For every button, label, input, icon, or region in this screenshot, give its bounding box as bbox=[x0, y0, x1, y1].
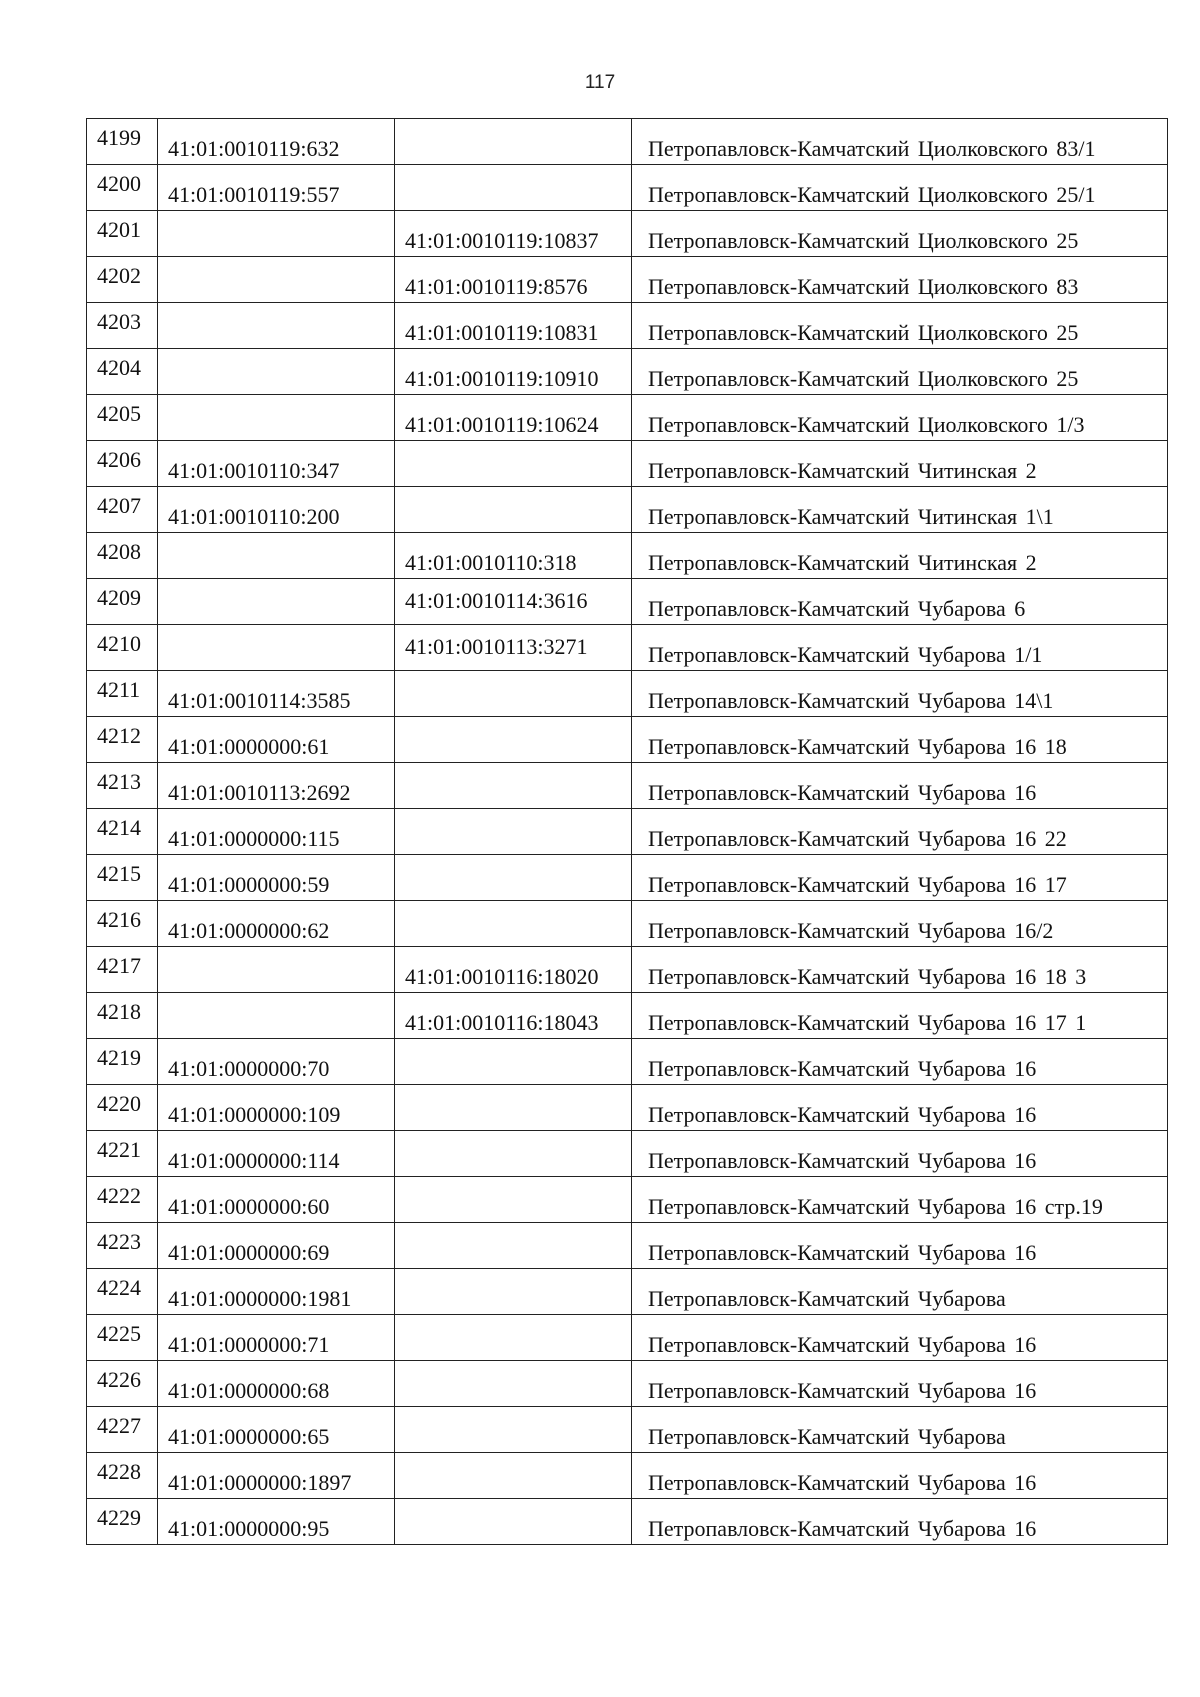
related-cadastral-number-cell bbox=[395, 947, 632, 993]
related-cadastral-number-cell bbox=[395, 533, 632, 579]
address-cell bbox=[632, 1315, 1168, 1361]
cadastral-number-cell bbox=[158, 1269, 395, 1315]
address-text: Петропавловск-Камчатский Чубарова 16 стр.19 bbox=[648, 1194, 1103, 1219]
address-cell bbox=[632, 947, 1168, 993]
row-number-cell bbox=[87, 1131, 158, 1177]
related-cadastral-number-cell bbox=[395, 1177, 632, 1223]
address-text: Петропавловск-Камчатский Чубарова 14\1 bbox=[648, 688, 1054, 713]
address-text: Петропавловск-Камчатский Чубарова 16 bbox=[648, 1148, 1037, 1173]
related-cadastral-number-cell bbox=[395, 901, 632, 947]
cadastral-number-text: 41:01:0000000:70 bbox=[168, 1056, 330, 1081]
address-text: Петропавловск-Камчатский Циолковского 25/1 bbox=[648, 182, 1096, 207]
related-cadastral-number-cell bbox=[395, 487, 632, 533]
row-number-cell bbox=[87, 303, 158, 349]
row-number-cell bbox=[87, 671, 158, 717]
address-text: Петропавловск-Камчатский Чубарова 16/2 bbox=[648, 918, 1054, 943]
row-number-text: 4226 bbox=[97, 1367, 141, 1392]
address-cell bbox=[632, 349, 1168, 395]
table-row bbox=[87, 1269, 1168, 1315]
related-cadastral-number-text: 41:01:0010113:3271 bbox=[405, 634, 588, 659]
table-row bbox=[87, 1453, 1168, 1499]
related-cadastral-number-cell bbox=[395, 165, 632, 211]
table-row bbox=[87, 625, 1168, 671]
address-text: Петропавловск-Камчатский Чубарова bbox=[648, 1424, 1006, 1449]
address-cell bbox=[632, 1085, 1168, 1131]
address-cell bbox=[632, 533, 1168, 579]
related-cadastral-number-text: 41:01:0010119:10831 bbox=[405, 320, 599, 345]
address-cell bbox=[632, 119, 1168, 165]
row-number-text: 4209 bbox=[97, 585, 141, 610]
related-cadastral-number-text: 41:01:0010116:18043 bbox=[405, 1010, 599, 1035]
row-number-text: 4201 bbox=[97, 217, 141, 242]
cadastral-number-cell bbox=[158, 1499, 395, 1545]
address-text: Петропавловск-Камчатский Чубарова 16 bbox=[648, 1056, 1037, 1081]
cadastral-number-cell bbox=[158, 579, 395, 625]
address-cell bbox=[632, 211, 1168, 257]
address-text: Петропавловск-Камчатский Чубарова 16 bbox=[648, 1470, 1037, 1495]
address-cell bbox=[632, 855, 1168, 901]
cadastral-number-text: 41:01:0010114:3585 bbox=[168, 688, 351, 713]
table-row bbox=[87, 349, 1168, 395]
related-cadastral-number-cell bbox=[395, 257, 632, 303]
row-number-cell bbox=[87, 855, 158, 901]
address-cell bbox=[632, 395, 1168, 441]
cadastral-number-cell bbox=[158, 165, 395, 211]
cadastral-number-text: 41:01:0000000:59 bbox=[168, 872, 330, 897]
address-cell bbox=[632, 579, 1168, 625]
address-text: Петропавловск-Камчатский Чубарова 16 bbox=[648, 1240, 1037, 1265]
row-number-cell bbox=[87, 1177, 158, 1223]
address-text: Петропавловск-Камчатский Чубарова 16 bbox=[648, 1102, 1037, 1127]
row-number-text: 4220 bbox=[97, 1091, 141, 1116]
row-number-cell bbox=[87, 809, 158, 855]
related-cadastral-number-text: 41:01:0010119:10910 bbox=[405, 366, 599, 391]
address-text: Петропавловск-Камчатский Циолковского 83 bbox=[648, 274, 1079, 299]
address-cell bbox=[632, 809, 1168, 855]
table-row bbox=[87, 165, 1168, 211]
row-number-text: 4223 bbox=[97, 1229, 141, 1254]
related-cadastral-number-cell bbox=[395, 1315, 632, 1361]
address-text: Петропавловск-Камчатский Чубарова 1/1 bbox=[648, 642, 1043, 667]
address-text: Петропавловск-Камчатский Чубарова 16 22 bbox=[648, 826, 1067, 851]
related-cadastral-number-cell bbox=[395, 579, 632, 625]
table-row bbox=[87, 119, 1168, 165]
row-number-cell bbox=[87, 947, 158, 993]
row-number-text: 4200 bbox=[97, 171, 141, 196]
address-text: Петропавловск-Камчатский Циолковского 1/3 bbox=[648, 412, 1085, 437]
address-cell bbox=[632, 1039, 1168, 1085]
related-cadastral-number-cell bbox=[395, 1085, 632, 1131]
table-row bbox=[87, 533, 1168, 579]
address-text: Петропавловск-Камчатский Чубарова 16 bbox=[648, 1378, 1037, 1403]
related-cadastral-number-text: 41:01:0010114:3616 bbox=[405, 588, 588, 613]
related-cadastral-number-cell bbox=[395, 1223, 632, 1269]
cadastral-number-cell bbox=[158, 441, 395, 487]
row-number-cell bbox=[87, 1315, 158, 1361]
cadastral-number-text: 41:01:0000000:109 bbox=[168, 1102, 341, 1127]
address-cell bbox=[632, 717, 1168, 763]
address-text: Петропавловск-Камчатский Читинская 2 bbox=[648, 458, 1037, 483]
table-row bbox=[87, 947, 1168, 993]
row-number-text: 4205 bbox=[97, 401, 141, 426]
related-cadastral-number-text: 41:01:0010110:318 bbox=[405, 550, 577, 575]
row-number-text: 4221 bbox=[97, 1137, 141, 1162]
cadastral-number-cell bbox=[158, 1407, 395, 1453]
row-number-cell bbox=[87, 395, 158, 441]
row-number-cell bbox=[87, 901, 158, 947]
cadastral-number-cell bbox=[158, 947, 395, 993]
address-text: Петропавловск-Камчатский Читинская 1\1 bbox=[648, 504, 1054, 529]
cadastral-number-text: 41:01:0000000:62 bbox=[168, 918, 330, 943]
address-text: Петропавловск-Камчатский Чубарова 16 17 bbox=[648, 872, 1067, 897]
address-text: Петропавловск-Камчатский Чубарова 16 18 3 bbox=[648, 964, 1087, 989]
row-number-text: 4224 bbox=[97, 1275, 141, 1300]
table-row bbox=[87, 1039, 1168, 1085]
address-text: Петропавловск-Камчатский Циолковского 25 bbox=[648, 320, 1079, 345]
row-number-text: 4218 bbox=[97, 999, 141, 1024]
cadastral-number-cell bbox=[158, 993, 395, 1039]
row-number-text: 4219 bbox=[97, 1045, 141, 1070]
table-row bbox=[87, 1131, 1168, 1177]
related-cadastral-number-cell bbox=[395, 119, 632, 165]
cadastral-number-cell bbox=[158, 1085, 395, 1131]
cadastral-number-cell bbox=[158, 855, 395, 901]
related-cadastral-number-cell bbox=[395, 625, 632, 671]
cadastral-number-cell bbox=[158, 809, 395, 855]
row-number-cell bbox=[87, 349, 158, 395]
table-row bbox=[87, 1085, 1168, 1131]
row-number-text: 4216 bbox=[97, 907, 141, 932]
table-row bbox=[87, 901, 1168, 947]
cadastral-number-cell bbox=[158, 1361, 395, 1407]
row-number-cell bbox=[87, 1269, 158, 1315]
row-number-text: 4207 bbox=[97, 493, 141, 518]
cadastral-number-cell bbox=[158, 717, 395, 763]
table-row bbox=[87, 257, 1168, 303]
row-number-cell bbox=[87, 165, 158, 211]
table-row bbox=[87, 1315, 1168, 1361]
cadastral-number-cell bbox=[158, 1039, 395, 1085]
related-cadastral-number-cell bbox=[395, 1131, 632, 1177]
cadastral-number-cell bbox=[158, 1131, 395, 1177]
row-number-cell bbox=[87, 625, 158, 671]
related-cadastral-number-cell bbox=[395, 1453, 632, 1499]
address-cell bbox=[632, 993, 1168, 1039]
cadastral-number-text: 41:01:0010119:632 bbox=[168, 136, 340, 161]
row-number-text: 4225 bbox=[97, 1321, 141, 1346]
address-text: Петропавловск-Камчатский Циолковского 25 bbox=[648, 366, 1079, 391]
row-number-text: 4203 bbox=[97, 309, 141, 334]
row-number-cell bbox=[87, 487, 158, 533]
address-cell bbox=[632, 1223, 1168, 1269]
related-cadastral-number-cell bbox=[395, 855, 632, 901]
cadastral-number-text: 41:01:0010119:557 bbox=[168, 182, 340, 207]
related-cadastral-number-cell bbox=[395, 395, 632, 441]
page-number: 117 bbox=[584, 72, 616, 93]
related-cadastral-number-cell bbox=[395, 1361, 632, 1407]
address-cell bbox=[632, 441, 1168, 487]
address-text: Петропавловск-Камчатский Циолковского 83/1 bbox=[648, 136, 1096, 161]
row-number-cell bbox=[87, 993, 158, 1039]
address-cell bbox=[632, 901, 1168, 947]
address-cell bbox=[632, 165, 1168, 211]
address-cell bbox=[632, 671, 1168, 717]
related-cadastral-number-cell bbox=[395, 1499, 632, 1545]
related-cadastral-number-cell bbox=[395, 1407, 632, 1453]
row-number-text: 4206 bbox=[97, 447, 141, 472]
related-cadastral-number-text: 41:01:0010119:8576 bbox=[405, 274, 588, 299]
cadastral-number-text: 41:01:0000000:95 bbox=[168, 1516, 330, 1541]
cadastral-number-cell bbox=[158, 901, 395, 947]
row-number-cell bbox=[87, 257, 158, 303]
table-row bbox=[87, 395, 1168, 441]
cadastral-number-text: 41:01:0000000:68 bbox=[168, 1378, 330, 1403]
table-row bbox=[87, 1499, 1168, 1545]
address-text: Петропавловск-Камчатский Чубарова 16 bbox=[648, 1332, 1037, 1357]
row-number-cell bbox=[87, 441, 158, 487]
row-number-text: 4208 bbox=[97, 539, 141, 564]
related-cadastral-number-cell bbox=[395, 763, 632, 809]
table-row bbox=[87, 993, 1168, 1039]
cadastral-number-cell bbox=[158, 119, 395, 165]
related-cadastral-number-cell bbox=[395, 1039, 632, 1085]
cadastral-number-cell bbox=[158, 257, 395, 303]
related-cadastral-number-cell bbox=[395, 671, 632, 717]
address-cell bbox=[632, 1177, 1168, 1223]
related-cadastral-number-cell bbox=[395, 993, 632, 1039]
row-number-cell bbox=[87, 1085, 158, 1131]
table-row bbox=[87, 809, 1168, 855]
table-row bbox=[87, 855, 1168, 901]
address-cell bbox=[632, 1361, 1168, 1407]
address-cell bbox=[632, 1131, 1168, 1177]
row-number-cell bbox=[87, 1223, 158, 1269]
cadastral-number-cell bbox=[158, 671, 395, 717]
table-row bbox=[87, 487, 1168, 533]
row-number-cell bbox=[87, 1361, 158, 1407]
address-text: Петропавловск-Камчатский Циолковского 25 bbox=[648, 228, 1079, 253]
related-cadastral-number-text: 41:01:0010119:10837 bbox=[405, 228, 599, 253]
cadastral-number-text: 41:01:0000000:1981 bbox=[168, 1286, 352, 1311]
cadastral-number-cell bbox=[158, 1453, 395, 1499]
row-number-cell bbox=[87, 1407, 158, 1453]
cadastral-number-cell bbox=[158, 1177, 395, 1223]
cadastral-number-text: 41:01:0000000:65 bbox=[168, 1424, 330, 1449]
cadastral-number-text: 41:01:0000000:114 bbox=[168, 1148, 340, 1173]
row-number-cell bbox=[87, 119, 158, 165]
row-number-text: 4210 bbox=[97, 631, 141, 656]
row-number-text: 4214 bbox=[97, 815, 141, 840]
address-text: Петропавловск-Камчатский Чубарова 16 18 bbox=[648, 734, 1067, 759]
table-row bbox=[87, 441, 1168, 487]
address-cell bbox=[632, 1407, 1168, 1453]
cadastral-number-cell bbox=[158, 1315, 395, 1361]
table-row bbox=[87, 1407, 1168, 1453]
cadastral-number-text: 41:01:0000000:71 bbox=[168, 1332, 330, 1357]
cadastral-number-cell bbox=[158, 211, 395, 257]
address-text: Петропавловск-Камчатский Читинская 2 bbox=[648, 550, 1037, 575]
related-cadastral-number-cell bbox=[395, 1269, 632, 1315]
row-number-text: 4202 bbox=[97, 263, 141, 288]
related-cadastral-number-text: 41:01:0010119:10624 bbox=[405, 412, 599, 437]
cadastral-number-cell bbox=[158, 625, 395, 671]
row-number-cell bbox=[87, 1039, 158, 1085]
cadastral-number-cell bbox=[158, 349, 395, 395]
row-number-text: 4213 bbox=[97, 769, 141, 794]
table-row bbox=[87, 763, 1168, 809]
row-number-cell bbox=[87, 533, 158, 579]
cadastral-number-cell bbox=[158, 533, 395, 579]
address-cell bbox=[632, 303, 1168, 349]
address-cell bbox=[632, 1453, 1168, 1499]
cadastral-number-cell bbox=[158, 395, 395, 441]
row-number-text: 4199 bbox=[97, 125, 141, 150]
related-cadastral-number-cell bbox=[395, 211, 632, 257]
related-cadastral-number-text: 41:01:0010116:18020 bbox=[405, 964, 599, 989]
address-cell bbox=[632, 1499, 1168, 1545]
related-cadastral-number-cell bbox=[395, 303, 632, 349]
table-row bbox=[87, 579, 1168, 625]
row-number-cell bbox=[87, 717, 158, 763]
cadastral-number-cell bbox=[158, 487, 395, 533]
row-number-cell bbox=[87, 1453, 158, 1499]
row-number-text: 4215 bbox=[97, 861, 141, 886]
cadastral-number-cell bbox=[158, 303, 395, 349]
table-row bbox=[87, 671, 1168, 717]
related-cadastral-number-cell bbox=[395, 717, 632, 763]
row-number-text: 4212 bbox=[97, 723, 141, 748]
cadastral-number-cell bbox=[158, 1223, 395, 1269]
row-number-cell bbox=[87, 1499, 158, 1545]
address-text: Петропавловск-Камчатский Чубарова bbox=[648, 1286, 1006, 1311]
table-row bbox=[87, 211, 1168, 257]
table-row bbox=[87, 303, 1168, 349]
cadastral-number-text: 41:01:0010113:2692 bbox=[168, 780, 351, 805]
row-number-text: 4204 bbox=[97, 355, 141, 380]
row-number-text: 4227 bbox=[97, 1413, 141, 1438]
row-number-cell bbox=[87, 763, 158, 809]
table-row bbox=[87, 717, 1168, 763]
row-number-text: 4222 bbox=[97, 1183, 141, 1208]
cadastral-number-text: 41:01:0000000:69 bbox=[168, 1240, 330, 1265]
row-number-text: 4229 bbox=[97, 1505, 141, 1530]
cadastral-number-text: 41:01:0010110:200 bbox=[168, 504, 340, 529]
address-cell bbox=[632, 257, 1168, 303]
cadastral-number-text: 41:01:0000000:60 bbox=[168, 1194, 330, 1219]
address-text: Петропавловск-Камчатский Чубарова 16 bbox=[648, 1516, 1037, 1541]
row-number-text: 4228 bbox=[97, 1459, 141, 1484]
address-text: Петропавловск-Камчатский Чубарова 16 17 1 bbox=[648, 1010, 1087, 1035]
row-number-cell bbox=[87, 579, 158, 625]
row-number-text: 4217 bbox=[97, 953, 141, 978]
table-row bbox=[87, 1223, 1168, 1269]
cadastral-number-text: 41:01:0000000:115 bbox=[168, 826, 340, 851]
related-cadastral-number-cell bbox=[395, 441, 632, 487]
cadastral-number-cell bbox=[158, 763, 395, 809]
row-number-cell bbox=[87, 211, 158, 257]
table-row bbox=[87, 1361, 1168, 1407]
row-number-text: 4211 bbox=[97, 677, 141, 702]
related-cadastral-number-cell bbox=[395, 349, 632, 395]
registry-table bbox=[86, 118, 1168, 1545]
cadastral-number-text: 41:01:0010110:347 bbox=[168, 458, 340, 483]
address-cell bbox=[632, 625, 1168, 671]
address-text: Петропавловск-Камчатский Чубарова 16 bbox=[648, 780, 1037, 805]
cadastral-number-text: 41:01:0000000:1897 bbox=[168, 1470, 352, 1495]
cadastral-number-text: 41:01:0000000:61 bbox=[168, 734, 330, 759]
registry-table-body bbox=[87, 119, 1168, 1545]
address-cell bbox=[632, 487, 1168, 533]
table-row bbox=[87, 1177, 1168, 1223]
address-cell bbox=[632, 1269, 1168, 1315]
address-text: Петропавловск-Камчатский Чубарова 6 bbox=[648, 596, 1026, 621]
related-cadastral-number-cell bbox=[395, 809, 632, 855]
address-cell bbox=[632, 763, 1168, 809]
